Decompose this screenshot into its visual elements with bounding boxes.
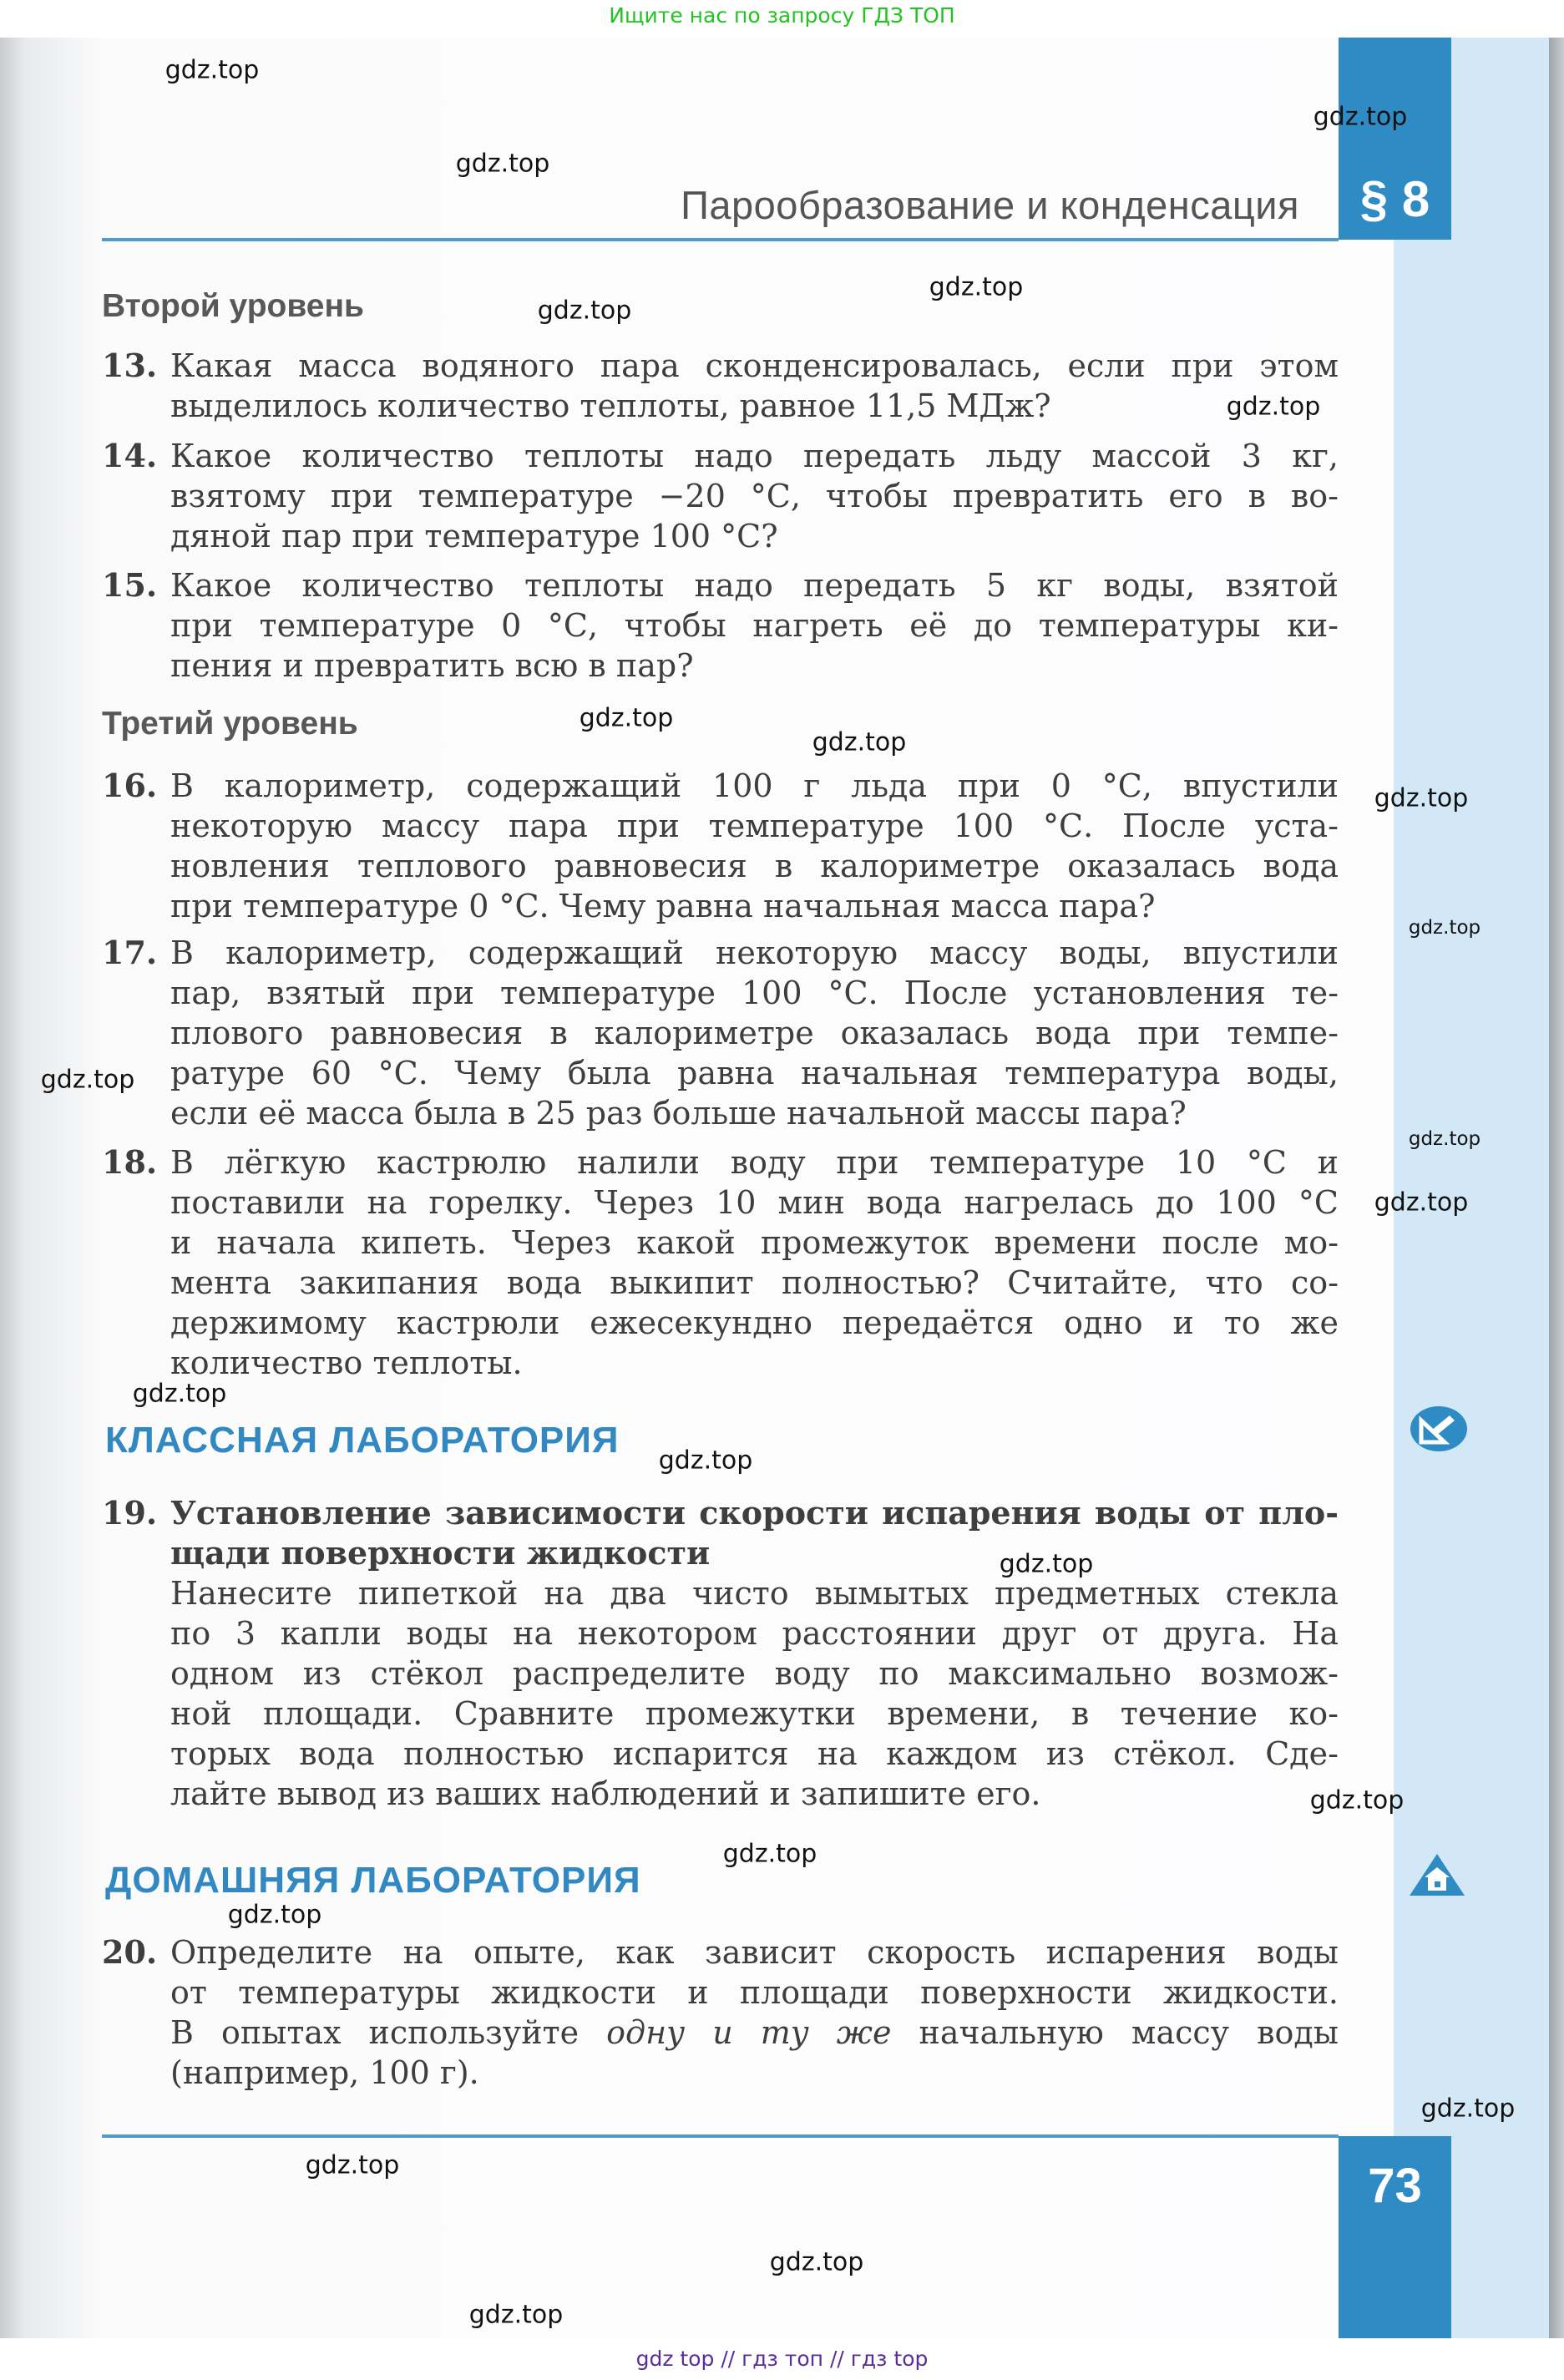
problem-text-line: торых вода полностью испарится на каждом из стёкол. Сде- <box>170 1735 1339 1772</box>
footer-divider <box>102 2134 1339 2138</box>
problem-text-line: Какая масса водяного пара сконденсировалась, если при этом <box>170 347 1339 384</box>
problem-text-line: пения и превратить всю в пар? <box>170 647 694 684</box>
problem-number: 18. <box>102 1143 158 1181</box>
emphasis-text: одну и ту же <box>606 2014 892 2051</box>
problem-text-line: дяной пар при температуре 100 °С? <box>170 518 778 554</box>
problem-text-line: при температуре 0 °С, чтобы нагреть её до температуры ки- <box>170 607 1339 644</box>
text-segment: начальную массу воды <box>891 2014 1339 2051</box>
problem-number: 17. <box>102 934 158 971</box>
watermark: gdz.top <box>455 149 550 179</box>
problem-number: 14. <box>102 437 158 474</box>
watermark: gdz.top <box>1420 2094 1516 2124</box>
watermark: gdz.top <box>929 272 1024 302</box>
watermark: gdz.top <box>722 1839 817 1869</box>
watermark: gdz.top <box>1309 1785 1405 1815</box>
watermark: gdz.top <box>227 1900 322 1930</box>
problem-text-line: взятому при температуре −20 °С, чтобы превратить его в во- <box>170 478 1339 514</box>
footer-links[interactable]: gdz top // гдз топ // гдз top <box>635 2347 929 2371</box>
problem-text-line: ной площади. Сравните промежутки времени, в течение ко- <box>170 1695 1339 1732</box>
problem-text-line: если её масса была в 25 раз больше начальной массы пара? <box>170 1095 1187 1132</box>
section-tab <box>1339 38 1451 240</box>
problem-number: 20. <box>102 1933 158 1971</box>
watermark: gdz.top <box>999 1549 1094 1579</box>
page-number-tab <box>1339 2136 1451 2338</box>
watermark: gdz.top <box>658 1446 753 1476</box>
problem-text-line: держимому кастрюли ежесекундно передаётся одно и то же <box>170 1304 1339 1341</box>
problem-text-line: Какое количество теплоты надо передать 5 кг воды, взятой <box>170 567 1339 604</box>
problem-17 <box>102 933 1339 1133</box>
problem-text-line: новления теплового равновесия в калориметре оказалась вода <box>170 848 1339 884</box>
watermark: gdz.top <box>1313 102 1408 132</box>
watermark: gdz.top <box>769 2247 864 2277</box>
problem-number: 15. <box>102 566 158 604</box>
search-banner: Ищите нас по запросу ГДЗ ТОП <box>609 3 955 28</box>
house-icon <box>1408 1852 1466 1897</box>
problem-16 <box>102 766 1339 926</box>
problem-text-line: выделилось количество теплоты, равное 11,5 МДж? <box>170 387 1051 424</box>
watermark: gdz.top <box>468 2300 564 2330</box>
home-lab-heading: ДОМАШНЯЯ ЛАБОРАТОРИЯ <box>105 1860 641 1901</box>
problem-title-line: щади поверхности жидкости <box>170 1534 711 1572</box>
problem-text-line: одном из стёкол распределите воду по максимально возмож- <box>170 1655 1339 1692</box>
problem-text-line: по 3 капли воды на некотором расстоянии друг от друга. На <box>170 1615 1339 1652</box>
problem-text-line: плового равновесия в калориметре оказалась вода при темпе- <box>170 1015 1339 1051</box>
watermark: gdz.top <box>812 727 907 757</box>
problem-number: 13. <box>102 347 158 384</box>
problem-text-line: и начала кипеть. Через какой промежуток времени после мо- <box>170 1224 1339 1261</box>
watermark: gdz.top <box>1374 783 1469 813</box>
watermark: gdz.top <box>305 2150 400 2180</box>
page-title: Парообразование и конденсация <box>681 183 1299 227</box>
margin-strip <box>1394 240 1549 2338</box>
problem-text-line: ратуре 60 °С. Чему была равна начальная температура воды, <box>170 1055 1339 1091</box>
page-number: 73 <box>1368 2159 1422 2213</box>
problem-text-line: В калориметр, содержащий 100 г льда при 0 °С, впустили <box>170 767 1339 804</box>
problem-title-line: Установление зависимости скорости испарения воды от пло- <box>170 1494 1339 1532</box>
problem-text-line: поставили на горелку. Через 10 мин вода нагрелась до 100 °С <box>170 1184 1339 1221</box>
watermark: gdz.top <box>1374 1187 1469 1218</box>
problem-text-line: от температуры жидкости и площади поверхности жидкости. <box>170 1974 1339 2011</box>
problem-19 <box>102 1493 1339 1814</box>
problem-number: 16. <box>102 767 158 804</box>
problem-text-line: при температуре 0 °С. Чему равна начальная масса пара? <box>170 888 1156 924</box>
class-lab-heading: КЛАССНАЯ ЛАБОРАТОРИЯ <box>105 1420 620 1461</box>
watermark: gdz.top <box>40 1065 135 1095</box>
section-number: § 8 <box>1359 171 1430 227</box>
problem-text-line: Нанесите пипеткой на два чисто вымытых предметных стекла <box>170 1575 1339 1612</box>
watermark: gdz.top <box>1226 392 1321 422</box>
problem-text-line: (например, 100 г). <box>170 2054 479 2091</box>
problem-text-line: В лёгкую кастрюлю налили воду при температуре 10 °С и <box>170 1144 1339 1181</box>
book-edge <box>1549 38 1564 2338</box>
watermark: gdz.top <box>1408 1128 1481 1150</box>
problem-text-line: Какое количество теплоты надо передать льду массой 3 кг, <box>170 438 1339 474</box>
problem-text-line: В калориметр, содержащий некоторую массу воды, впустили <box>170 934 1339 971</box>
problem-text-line: количество теплоты. <box>170 1344 523 1381</box>
problem-text-line: Определите на опыте, как зависит скорость испарения воды <box>170 1934 1339 1971</box>
problem-text-line: некоторую массу пара при температуре 100 °С. После уста- <box>170 808 1339 844</box>
watermark: gdz.top <box>132 1379 227 1409</box>
problem-14 <box>102 436 1339 556</box>
problem-text-line: лайте вывод из ваших наблюдений и запишите его. <box>170 1775 1041 1812</box>
problem-text-line: мента закипания вода выкипит полностью? Считайте, что со- <box>170 1264 1339 1301</box>
text-segment: В опытах используйте <box>170 2014 607 2051</box>
header-divider <box>102 238 1339 241</box>
problem-20 <box>102 1932 1339 2093</box>
watermark: gdz.top <box>1408 917 1481 939</box>
level-heading-third: Третий уровень <box>102 706 358 742</box>
watermark: gdz.top <box>579 703 674 733</box>
level-heading-second: Второй уровень <box>102 288 365 324</box>
problem-15 <box>102 565 1339 686</box>
ruler-pencil-icon <box>1410 1405 1468 1452</box>
problem-13 <box>102 346 1339 426</box>
problem-text-line <box>170 2013 1339 2053</box>
problem-text-line: пар, взятый при температуре 100 °С. После установления те- <box>170 975 1339 1011</box>
watermark: gdz.top <box>164 55 260 85</box>
margin-strip <box>1451 38 1549 240</box>
problem-18 <box>102 1142 1339 1383</box>
watermark: gdz.top <box>537 296 632 326</box>
problem-number: 19. <box>102 1494 158 1532</box>
